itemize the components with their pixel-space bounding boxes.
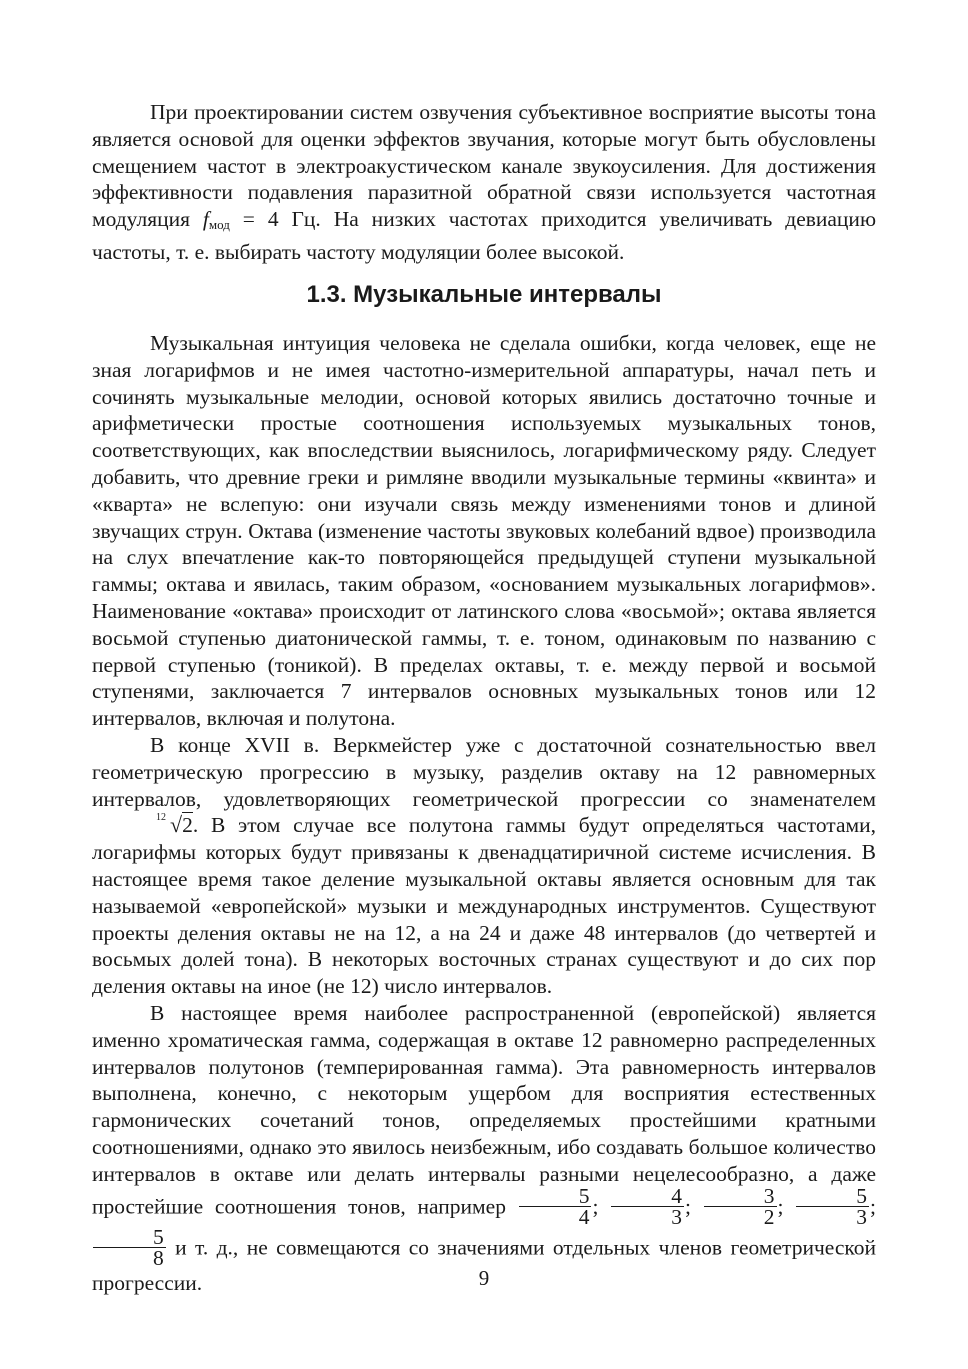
radical-sign-icon: √ <box>170 812 183 838</box>
page-number: 9 <box>478 1266 490 1290</box>
fraction-numerator: 5 <box>796 1186 869 1207</box>
fraction-separator: ; <box>870 1193 877 1218</box>
fraction-denominator: 3 <box>856 1204 868 1229</box>
fraction-denominator: 4 <box>578 1204 590 1229</box>
fraction-3-2 <box>704 1183 777 1229</box>
fraction-numerator: 3 <box>704 1186 777 1207</box>
modulation-frequency-subscript: мод <box>208 217 230 233</box>
fraction-4-3 <box>611 1183 684 1229</box>
twelfth-root-of-two <box>98 812 193 839</box>
fraction-5-3 <box>796 1183 869 1229</box>
paragraph-chromatic-scale <box>92 1000 876 1296</box>
chromatic-text-before-fractions: В настоящее время наиболее распространенной (европейской) является именно хроматическая гамма, содержащая в октаве 12 равномерно распределенных интервалов полутонов (темперированная гамма). Эта равномерность интервалов выполнена, конечно, с некоторым ущербом для восприятия естественных гармонических сочетаний тонов, определяемых простейшими кратными соотношениями, однако это явилось неизбежным, ибо создавать большое количество интервалов в октаве или делать интервалы разными нецелесообразно, а даже простейшие соотношения тонов, например <box>92 1000 876 1218</box>
fraction-5-8 <box>93 1224 166 1270</box>
intro-text-after-formula: = 4 Гц. На низких частотах приходится увеличивать девиацию частоты, т. е. выбирать частоту модуляции более высокой. <box>92 207 877 264</box>
chromatic-text-after-fractions: и т. д., не совмещаются со значениями отдельных членов геометрической прогрессии. <box>92 1234 876 1295</box>
werckmeister-text-after-root: . В этом случае все полутона гаммы будут определяться частотами, логарифмы которых будут привязаны к двенадцатиричной системе исчисления. В настоящее время такое деление музыкальной октавы является основным для так называемой «европейской» музыки и международных инструментов. Существуют проекты деления октавы не на 12, а на 24 и даже 48 интервалов (до четвертей и восьмых долей тона). В некоторых восточных странах существуют и до сих пор деления октавы на иное (не 12) число интервалов. <box>92 813 876 999</box>
modulation-frequency-symbol: f <box>202 207 209 232</box>
paragraph-musical-intuition: Музыкальная интуиция человека не сделала ошибки, когда человек, еще не зная логарифмов и не имея частотно-измерительной аппаратуры, начал петь и сочинять музыкальные мелодии, основой которых явились достаточно точные и арифметически простые соотношения используемых музыкальных тонов, соответствующих, как впоследствии выяснилось, логарифмическому ряду. Следует добавить, что древние греки и римляне вводили музыкальные термины «квинта» и «кварта» не вслепую: они изучали связь между изменениями тонов и длиной звучащих струн. Октава (изменение частоты звуковых колебаний вдвое) производила на слух впечатление как-то повторяющейся предыдущей ступени музыкальной гаммы; октава и явилась, таким образом, «основанием музыкальных логарифмов». Наименование «октава» происходит от латинского слова «восьмой»; октава является восьмой ступенью диатонической гаммы, т. е. тоном, одинаковым по названию с первой ступенью (тоникой). В пределах октавы, т. е. между первой и восьмой ступенями, заключается 7 интервалов основных музыкальных тонов или 12 интервалов, включая и полутона. <box>92 331 876 731</box>
section-heading: 1.3. Музыкальные интервалы <box>306 281 662 308</box>
fraction-denominator: 3 <box>671 1204 682 1229</box>
section-body <box>92 330 876 1296</box>
intro-text-block <box>92 99 876 266</box>
paragraph-werckmeister <box>92 732 876 1000</box>
fraction-denominator: 8 <box>153 1245 164 1270</box>
fraction-5-4 <box>519 1183 592 1229</box>
werckmeister-text-before-root: В конце XVII в. Веркмейстер уже с достаточной сознательностью ввел геометрическую прогрессию в музыку, разделив октаву на 12 равномерных интервалов, удовлетворяющих геометрической прогрессии со знаменателем <box>92 732 876 811</box>
fraction-separator: ; <box>777 1193 784 1218</box>
intro-text-before-formula: При проектировании систем озвучения субъективное восприятие высоты тона является основой для оценки эффектов звучания, которые могут быть обусловлены смещением частот в электроакустическом канале звукоусиления. Для достижения эффективности подавления паразитной обратной связи используется частотная модуляция <box>92 100 876 232</box>
fraction-numerator: 5 <box>519 1186 592 1207</box>
fraction-separator: ; <box>685 1193 691 1218</box>
root-radicand: 2 <box>182 813 193 838</box>
fraction-numerator: 4 <box>611 1186 684 1207</box>
intro-paragraph <box>92 99 876 266</box>
fraction-separator: ; <box>592 1193 599 1218</box>
fraction-numerator: 5 <box>93 1227 166 1248</box>
fraction-denominator: 2 <box>763 1204 775 1229</box>
root-index: 12 <box>156 812 166 824</box>
